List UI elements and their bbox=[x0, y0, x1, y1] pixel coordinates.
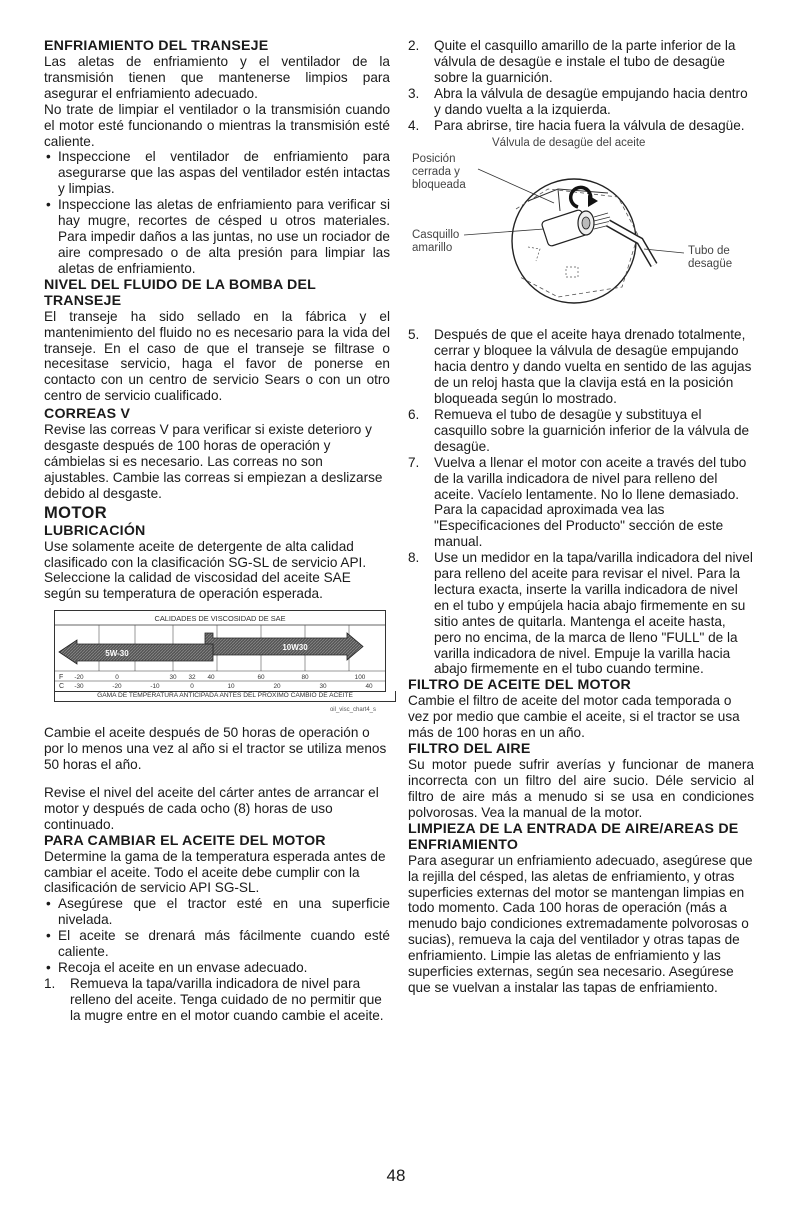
f-tick: -20 bbox=[74, 674, 84, 682]
f-tick: 60 bbox=[257, 674, 265, 682]
f-tick: 30 bbox=[169, 674, 177, 682]
heading-lubricacion: LUBRICACIÓN bbox=[44, 522, 146, 539]
figure-title: Válvula de desagüe del aceite bbox=[492, 137, 646, 150]
c-tick: 10 bbox=[227, 683, 235, 691]
c-tick: 0 bbox=[190, 683, 194, 691]
chart-title: CALIDADES DE VISCOSIDAD DE SAE bbox=[154, 614, 286, 624]
step-list bbox=[44, 976, 390, 1024]
label-locked-position: Posición cerrada y bloqueada bbox=[412, 153, 466, 192]
c-tick: -10 bbox=[150, 683, 160, 691]
list-item: • El aceite se drenará más fácilmente cuando esté caliente. bbox=[44, 928, 390, 960]
c-tick: 20 bbox=[273, 683, 281, 691]
paragraph: Determine la gama de la temperatura esperada antes de cambiar el aceite. Todo el aceite debe cumplir con la clasificación de servicio API SG-SL. bbox=[44, 848, 386, 896]
heading-enfriamiento-transeje: ENFRIAMIENTO DEL TRANSEJE bbox=[44, 38, 269, 54]
step-list bbox=[408, 327, 754, 677]
step-item: 8. Use un medidor en la tapa/varilla indicadora del nivel para relleno del aceite para revisar el nivel. Para la lectura exacta, inserte la varilla indicadora de nivel en el tubo y empújela hacia abajo firmemente en su sitio antes de quitarla. Mantenga el aceite hasta, pero no encima, de la marca de lleno "FULL" de la varilla indicadora de nivel. Empuje la varilla hacia abajo firmemente en el tubo cuando termine. bbox=[408, 550, 753, 677]
c-tick: -20 bbox=[112, 683, 122, 691]
paragraph: Cambie el aceite después de 50 horas de operación o por lo menos una vez al año si el tractor se utiliza menos 50 horas el año. bbox=[44, 725, 387, 772]
drain-valve-figure bbox=[408, 137, 754, 327]
heading-nivel-fluido: NIVEL DEL FLUIDO DE LA BOMBA DEL TRANSEJE bbox=[44, 276, 316, 309]
page-number: 48 bbox=[386, 1166, 406, 1185]
paragraph: Revise el nivel del aceite del cárter antes de arrancar el motor y después de cada ocho (8) horas de uso continuado. bbox=[44, 784, 379, 832]
chart-footer: GAMA DE TEMPERATURA ANTICIPADA ANTES DEL PROXIMO CAMBIO DE ACEITE bbox=[54, 691, 396, 702]
step-item: 2. Quite el casquillo amarillo de la parte inferior de la válvula de desagüe e instale el tubo de desagüe sobre la guarnición. bbox=[408, 38, 736, 85]
heading-cambiar-aceite: PARA CAMBIAR EL ACEITE DEL MOTOR bbox=[44, 832, 326, 849]
heading-motor: MOTOR bbox=[44, 503, 108, 522]
label-drain-tube: Tubo de desagüe bbox=[688, 245, 733, 271]
step-item: 1. Remueva la tapa/varilla indicadora de nivel para relleno del aceite. Tenga cuidado de no permitir que la mugre entre en el motor cuando cambie el aceite. bbox=[44, 975, 384, 1023]
f-tick: 100 bbox=[354, 674, 366, 682]
grade-low-arrow bbox=[59, 640, 213, 664]
bullet-list bbox=[44, 149, 390, 276]
label-yellow-cap: Casquillo amarillo bbox=[412, 229, 460, 255]
c-tick: 30 bbox=[319, 683, 327, 691]
viscosity-chart bbox=[54, 610, 386, 692]
heading-correas-v: CORREAS V bbox=[44, 406, 131, 423]
list-item: • Inspeccione las aletas de enfriamiento para verificar si hay mugre, recortes de césped u otros materiales. Para impedir daños a las juntas, no use un rociador de aire compresado o de alta presión para limpiar las aletas de enfriamiento. bbox=[44, 197, 390, 277]
left-column bbox=[44, 38, 390, 1024]
step-list bbox=[408, 38, 754, 133]
step-item: 7. Vuelva a llenar el motor con aceite a través del tubo de la varilla indicadora de nivel para relleno del aceite. Vacíelo lentamente. No lo llene demasiado. Para la capacidad aproximada vea las "Especificaciones del Producto" sección de este manual. bbox=[408, 454, 747, 550]
heading-filtro-aire: FILTRO DEL AIRE bbox=[408, 741, 531, 758]
f-tick: 40 bbox=[207, 674, 215, 682]
step-item: 4. Para abrirse, tire hacia fuera la válvula de desagüe. bbox=[408, 117, 745, 133]
c-axis-label: C bbox=[59, 683, 65, 691]
paragraph: Las aletas de enfriamiento y el ventilador de la transmisión tienen que mantenerse limpios para asegurar el enfriamiento adecuado. bbox=[44, 54, 390, 101]
c-tick: 40 bbox=[365, 683, 373, 691]
grade-high-label: 10W30 bbox=[282, 643, 308, 653]
paragraph: El transeje ha sido sellado en la fábrica y el mantenimiento del fluido no es necesario para la vida del transeje. En el caso de que el transeje se filtrase o necesitase servicio, haga el favor de ponerse en contacto con un centro de servicio Sears o con un otro centro de servicio cualificado. bbox=[44, 308, 390, 404]
paragraph: Cambie el filtro de aceite del motor cada temporada o vez por medio que cambie el aceite, si el tractor se usa más de 100 horas en un año. bbox=[408, 693, 740, 741]
viscosity-chart-graphic bbox=[55, 611, 385, 691]
paragraph: No trate de limpiar el ventilador o la transmisión cuando el motor esté funcionando o mientras la transmisión esté caliente. bbox=[44, 101, 390, 149]
grade-low-label: 5W-30 bbox=[105, 649, 129, 659]
list-item: • Inspeccione el ventilador de enfriamiento para asegurarse que las aspas del ventilador estén intactas y limpias. bbox=[44, 149, 390, 197]
f-tick: 32 bbox=[188, 674, 196, 682]
step-item: 3. Abra la válvula de desagüe empujando hacia dentro y dando vuelta a la izquierda. bbox=[408, 85, 748, 117]
step-item: 5. Después de que el aceite haya drenado totalmente, cerrar y bloquee la válvula de desagüe empujando hacia dentro y dando vuelta en sentido de las agujas de un reloj hasta que la clavija está en la posición bloqueada según lo mostrado. bbox=[408, 327, 752, 407]
heading-filtro-aceite: FILTRO DE ACEITE DEL MOTOR bbox=[408, 677, 632, 694]
f-axis-label: F bbox=[59, 674, 64, 682]
bullet-list bbox=[44, 896, 390, 976]
f-tick: 0 bbox=[115, 674, 119, 682]
step-item: 6. Remueva el tubo de desagüe y substituya el casquillo sobre la guarnición inferior de la válvula de desagüe. bbox=[408, 406, 750, 454]
f-tick: 80 bbox=[301, 674, 309, 682]
heading-limpieza-entrada-aire: LIMPIEZA DE LA ENTRADA DE AIRE/AREAS DE ENFRIAMIENTO bbox=[408, 820, 739, 853]
paragraph: Para asegurar un enfriamiento adecuado, asegúrese que la rejilla del césped, las aletas de enfriamiento, y otras superficies externas del motor se mantengan limpias en todo momento. Cada 100 horas de operación (más a menudo bajo condiciones extremadamente polvorosas o sucias), remueva la caja del ventilador y otras tapas de enfriamiento. Limpie las aletas de enfriamiento y las superficies externas, según sea necesario. Asegúrese que se vuelvan a instalar las tapas de enfriamiento. bbox=[408, 852, 753, 995]
list-item: • Asegúrese que el tractor esté en una superficie nivelada. bbox=[44, 896, 390, 928]
list-item: • Recoja el aceite en un envase adecuado. bbox=[44, 960, 390, 976]
c-tick: -30 bbox=[74, 683, 84, 691]
figure-id: oil_visc_chart4_s bbox=[329, 707, 376, 714]
drain-valve-illustration bbox=[408, 137, 754, 327]
paragraph: Revise las correas V para verificar si existe deterioro y desgaste después de 100 horas de operación y cámbielas si es necesario. Las correas no son ajustables. Cambie las correas si empiezan a deslizarse debido al desgaste. bbox=[44, 422, 383, 501]
right-column bbox=[408, 38, 754, 996]
paragraph: Use solamente aceite de detergente de alta calidad clasificado con la clasificación SG-SL de servicio API. Seleccione la calidad de viscosidad del aceite SAE según su temperatura de operación esperada. bbox=[44, 538, 367, 602]
paragraph: Su motor puede sufrir averías y funcionar de manera incorrecta con un filtro del aire sucio. Déle servicio al filtro de aire más a menudo si se usa en condiciones polvorosas. Vea la manual de la motor. bbox=[408, 757, 754, 820]
